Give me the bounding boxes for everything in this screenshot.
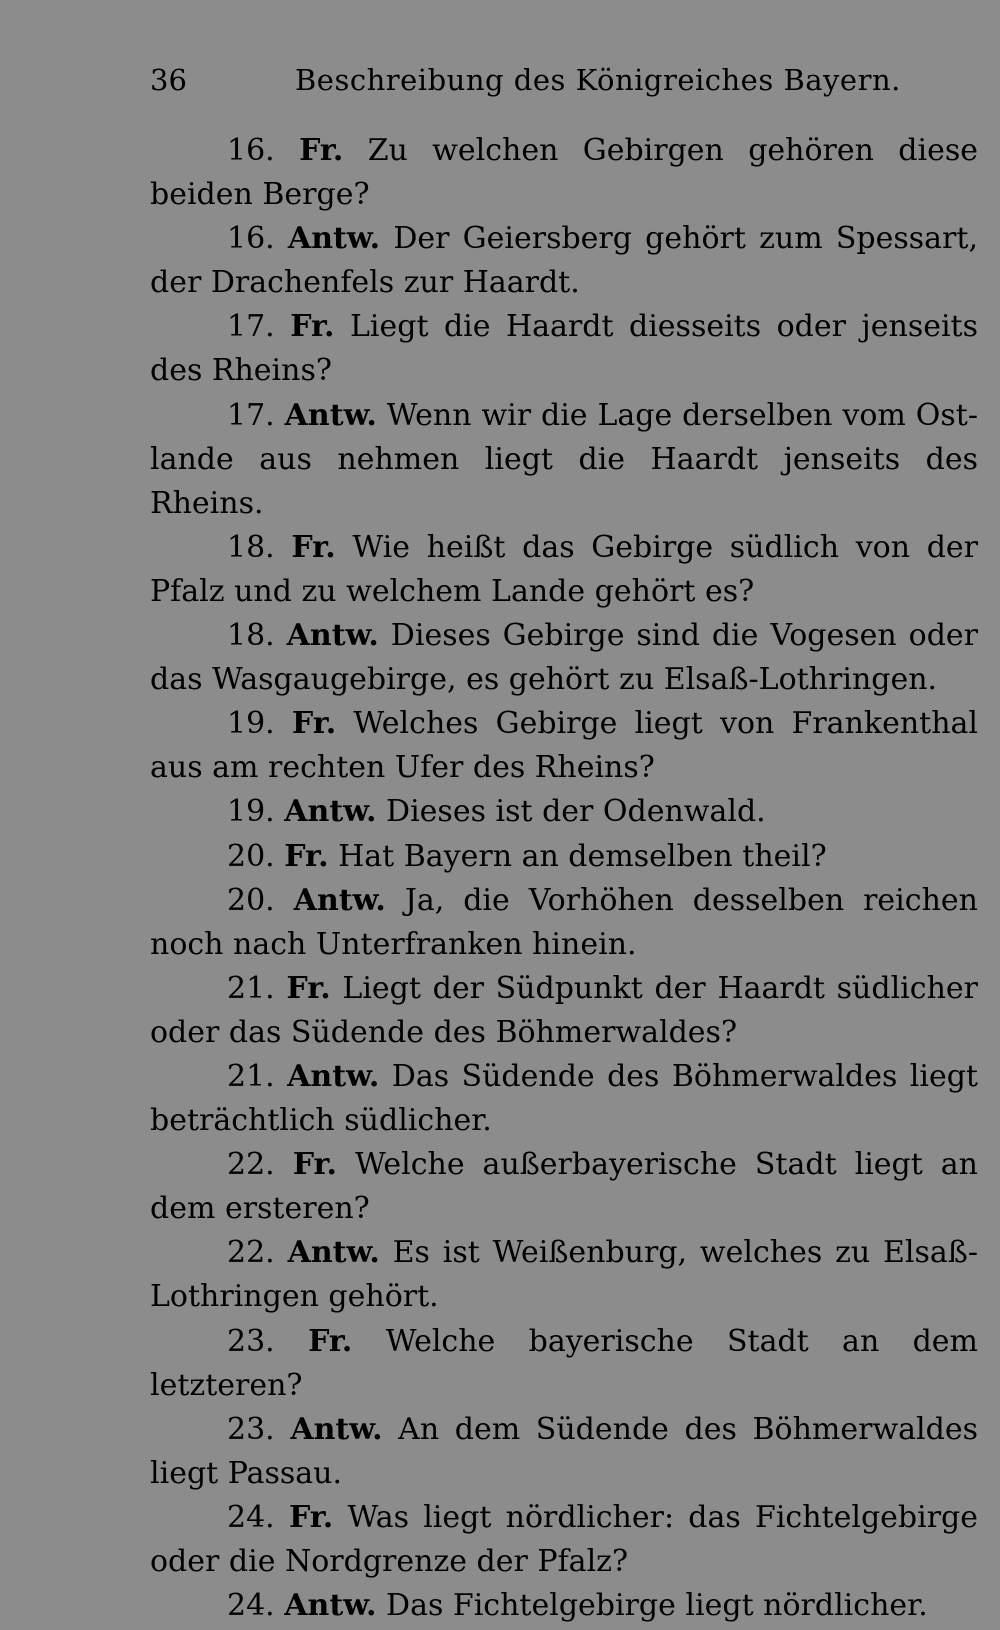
paragraph-text: Zu welchen Gebirgen gehören diese beiden Berge? [150, 133, 978, 213]
item-number: 19. [227, 794, 275, 830]
answer-label: Antw. [284, 397, 377, 433]
question-paragraph [150, 835, 978, 879]
item-number: 20. [227, 838, 275, 874]
question-label: Fr. [286, 970, 331, 1006]
answer-paragraph [150, 394, 978, 526]
paragraph-text: Es ist Weißenburg, welches zu Elsaß-Lothringen gehört. [150, 1235, 978, 1315]
question-label: Fr. [291, 529, 336, 565]
question-paragraph [150, 305, 978, 393]
item-number: 17. [227, 309, 275, 345]
item-number: 18. [227, 618, 275, 654]
item-number: 22. [227, 1147, 275, 1183]
answer-label: Antw. [293, 882, 386, 918]
question-paragraph [150, 129, 978, 217]
paragraph-text: Welche bayerische Stadt an dem letzteren? [150, 1323, 978, 1403]
question-paragraph [150, 1143, 978, 1231]
running-title: Beschreibung des Königreiches Bayern. [295, 63, 901, 97]
answer-label: Antw. [286, 618, 379, 654]
answer-label: Antw. [284, 794, 377, 830]
paragraph-text: Dieses Gebirge sind die Vogesen oder das Wasgaugebirge, es gehört zu Elsaß-Lothringen. [150, 618, 979, 698]
question-paragraph [150, 967, 978, 1055]
item-number: 24. [227, 1499, 275, 1535]
paragraph-text: Ja, die Vorhöhen desselben reichen noch nach Unterfranken hinein. [150, 882, 978, 962]
answer-label: Antw. [290, 1411, 383, 1447]
paragraph-text: Was liegt nördlicher: das Fichtelgebirge oder die Nordgrenze der Pfalz? [150, 1499, 978, 1579]
question-label: Fr. [284, 838, 329, 874]
question-label: Fr. [308, 1323, 353, 1359]
question-paragraph [150, 1496, 978, 1584]
answer-paragraph [150, 1584, 978, 1628]
answer-paragraph [150, 217, 978, 305]
item-number: 23. [227, 1323, 275, 1359]
paragraph-text: Liegt der Südpunkt der Haardt südlicher oder das Südende des Böhmerwaldes? [150, 970, 978, 1050]
page-header [150, 58, 980, 102]
paragraph-text: Hat Bayern an demselben theil? [338, 838, 827, 874]
page-number: 36 [150, 63, 187, 97]
item-number: 16. [227, 133, 275, 168]
answer-paragraph [150, 790, 978, 834]
paragraph-text: Wenn wir die Lage derselben vom Ost-lande aus nehmen liegt die Haardt jenseits des Rheins. [150, 397, 978, 521]
item-number: 20. [227, 882, 275, 918]
page-body [150, 129, 978, 1628]
question-label: Fr. [299, 133, 344, 168]
paragraph-text: Das Fichtelgebirge liegt nördlicher. [386, 1588, 928, 1624]
answer-label: Antw. [287, 1235, 380, 1271]
paragraph-text: Welches Gebirge liegt von Frankenthal aus am rechten Ufer des Rheins? [150, 706, 979, 786]
question-label: Fr. [290, 309, 335, 345]
answer-paragraph [150, 614, 978, 702]
paragraph-text: An dem Südende des Böhmerwaldes liegt Passau. [150, 1411, 978, 1491]
question-label: Fr. [291, 706, 337, 742]
item-number: 19. [227, 706, 275, 742]
answer-paragraph [150, 1408, 978, 1496]
item-number: 17. [227, 397, 275, 433]
question-label: Fr. [292, 1147, 337, 1183]
answer-paragraph [150, 1231, 978, 1319]
paragraph-text: Welche außerbayerische Stadt liegt an dem ersteren? [150, 1147, 978, 1227]
answer-paragraph [150, 1055, 978, 1143]
question-paragraph [150, 1320, 978, 1408]
item-number: 18. [227, 529, 275, 565]
answer-label: Antw. [287, 1058, 380, 1094]
paragraph-text: Dieses ist der Odenwald. [386, 794, 766, 830]
item-number: 24. [227, 1588, 275, 1624]
paragraph-text: Das Südende des Böhmerwaldes liegt beträchtlich südlicher. [150, 1058, 978, 1139]
item-number: 21. [227, 1058, 275, 1094]
item-number: 23. [227, 1411, 275, 1447]
paragraph-text: Der Geiersberg gehört zum Spessart, der Drachenfels zur Haardt. [150, 221, 978, 301]
answer-label: Antw. [284, 1588, 377, 1624]
answer-paragraph [150, 879, 978, 967]
item-number: 16. [227, 221, 275, 257]
question-label: Fr. [288, 1499, 334, 1535]
question-paragraph [150, 526, 978, 614]
question-paragraph [150, 702, 978, 790]
item-number: 22. [227, 1235, 275, 1271]
answer-label: Antw. [287, 221, 381, 257]
paragraph-text: Wie heißt das Gebirge südlich von der Pfalz und zu welchem Lande gehört es? [150, 529, 978, 609]
item-number: 21. [227, 970, 275, 1006]
paragraph-text: Liegt die Haardt diesseits oder jenseits des Rheins? [150, 309, 979, 389]
